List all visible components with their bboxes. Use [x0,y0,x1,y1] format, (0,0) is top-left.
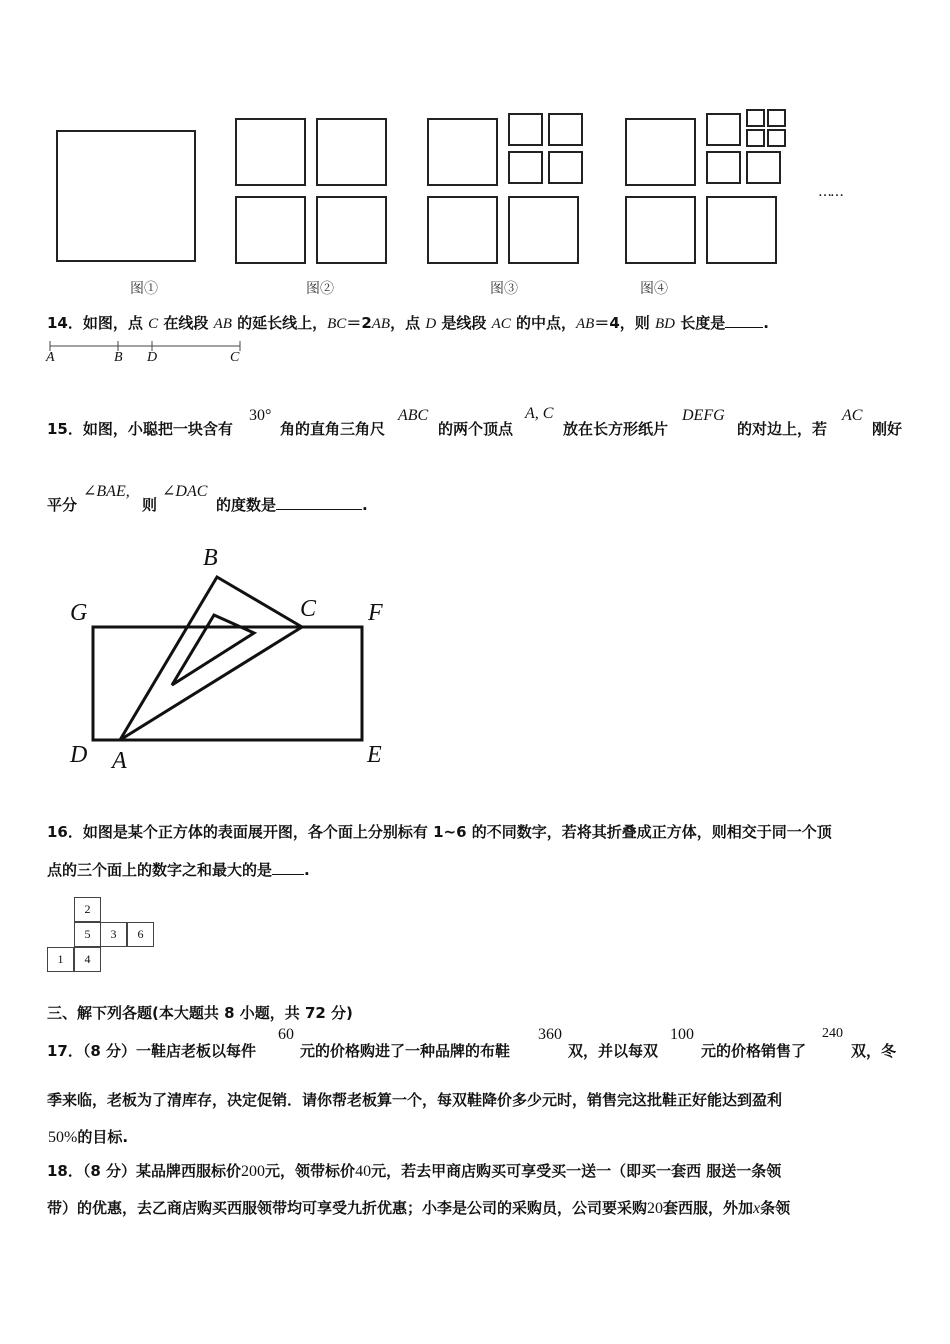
point-label-A: A [46,350,55,365]
answer-blank-15[interactable] [276,495,362,510]
fig-label-A: A [112,748,127,774]
question-18-line2: 带）的优惠，去乙商店购买西服领带均可享受九折优惠；小李是公司的采购员，公司要采购20套西服，外加x条领 [47,1199,791,1217]
point-label-D: D [147,350,158,365]
segment-AC: AC [842,407,863,424]
fig1-square [57,131,195,261]
fig4-small-1 [707,114,740,145]
question-15-t6: 刚好 [872,420,903,438]
net-face-4: 4 [74,947,101,972]
fig-label-C: C [300,596,317,622]
caption-fig2: 图② [306,281,334,297]
question-15-t2: 角的直角三角尺 [280,420,386,438]
fig3-square-bl [428,197,497,263]
question-15-t4: 放在长方形纸片 [563,420,669,438]
fig2-square-bl [236,197,305,263]
fig3-small-3 [509,152,542,183]
fig2-square-tr [317,119,386,185]
angle-BAE: ∠BAE, [83,483,130,500]
question-16-line1: 16．如图是某个正方体的表面展开图，各个面上分别标有 1~6 的不同数字，若将其折叠成正方体，则相交于同一个顶 [47,823,832,841]
point-label-B: B [114,350,123,365]
q17-num-60: 60 [278,1026,294,1043]
q17-num-240: 240 [822,1026,843,1041]
question-15-t7: 平分 [47,496,78,514]
fig3-square-br [509,197,578,263]
rect-DEFG: DEFG [682,407,725,424]
vertices-AC: A, C [525,405,554,422]
question-18-line1: 18．（8 分）某品牌西服标价200元，领带标价40元，若去甲商店购买可享受买一送一（即买一套西 服送一条领 [47,1162,782,1180]
fig3-small-4 [549,152,582,183]
fig4-tiny-2 [768,110,785,126]
question-15-t8: 则 [142,496,158,514]
caption-fig3: 图③ [490,281,518,297]
question-17-t5: 双，冬 [851,1042,897,1060]
net-face-6: 6 [127,922,154,947]
caption-fig1: 图① [130,281,158,297]
question-17-t3: 双，并以每双 [568,1042,659,1060]
fig3-small-1 [509,114,542,145]
triangle-ABC: ABC [398,407,429,424]
fig3-square-tl [428,119,497,185]
caption-fig4: 图④ [640,281,668,297]
net-face-3: 3 [100,922,127,947]
answer-blank-16[interactable] [272,860,304,875]
square-pattern-figures [0,0,950,300]
net-face-5: 5 [74,922,101,947]
fig3-small-2 [549,114,582,145]
fig4-tiny-1 [747,110,764,126]
question-14: 14．如图，点 C 在线段 AB 的延长线上，BC＝2AB，点 D 是线段 AC 的中点，AB＝4，则 BD 长度是 . [47,314,769,332]
net-face-1: 1 [47,947,74,972]
angle-30: 30° [249,407,272,424]
question-17-t2: 元的价格购进了一种品牌的布鞋 [300,1042,511,1060]
fig4-small-3 [707,152,740,183]
question-15-t9: 的度数是 . [216,496,368,514]
triangle-rectangle-diagram [60,540,420,780]
q17-num-100: 100 [670,1026,694,1043]
fig-label-E: E [367,742,382,768]
net-face-2: 2 [74,897,101,922]
fig4-small-4 [747,152,780,183]
fig-label-D: D [70,742,88,768]
section-3-heading: 三、解下列各题(本大题共 8 小题，共 72 分) [47,1004,353,1022]
question-17-t4: 元的价格销售了 [701,1042,807,1060]
question-17-t1: 17．（8 分）一鞋店老板以每件 [47,1042,257,1060]
question-15-line1-a: 15．如图，小聪把一块含有 [47,420,233,438]
point-label-C: C [230,350,240,365]
fig4-tiny-4 [768,130,785,146]
fig4-square-br [707,197,776,263]
fig2-square-tl [236,119,305,185]
fig4-tiny-3 [747,130,764,146]
fig-label-F: F [368,600,383,626]
question-15-t3: 的两个顶点 [438,420,514,438]
question-17-line2: 季来临，老板为了清库存，决定促销．请你帮老板算一个，每双鞋降价多少元时，销售完这批鞋正好能达到盈利 [47,1091,783,1109]
ellipsis: …… [818,184,842,200]
fig4-square-tl [626,119,695,185]
fig4-square-bl [626,197,695,263]
fig2-square-br [317,197,386,263]
question-16-line2: 点的三个面上的数字之和最大的是 . [47,861,310,879]
answer-blank-14[interactable] [725,313,763,328]
question-15-t5: 的对边上，若 [737,420,828,438]
fig-label-G: G [70,600,88,626]
q17-num-360: 360 [538,1026,562,1043]
angle-DAC: ∠DAC [162,483,208,500]
fig-label-B: B [203,545,218,571]
q17-percent: 50%的目标. [48,1128,129,1146]
